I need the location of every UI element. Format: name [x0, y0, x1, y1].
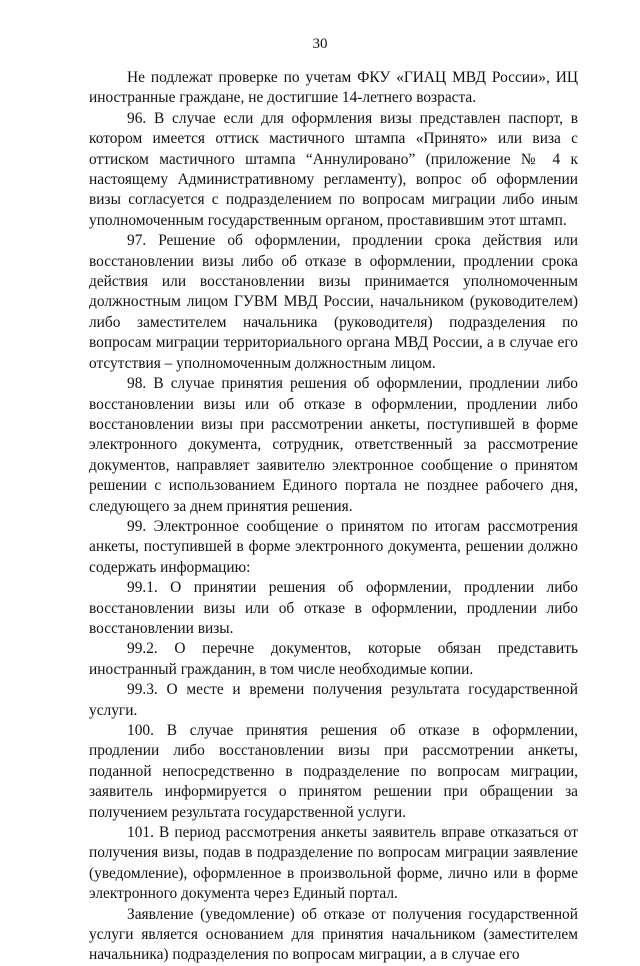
paragraph-96: 96. В случае если для оформления визы представлен паспорт, в котором имеется оттиск мастичного штампа «Принято» или виза с оттиском мастичного штампа “Аннулировано” (приложение № 4 к настоящему Административному регламенту), вопрос об оформлении визы согласуется с подразделением по вопросам миграции либо иным уполномоченным государственным органом, проставившим этот штамп. — [89, 109, 578, 229]
paragraph-97: 97. Решение об оформлении, продлении срока действия или восстановлении визы либо об отказе в оформлении, продлении срока действия или восстановлении визы принимается уполномоченным должностным лицом ГУВМ МВД России, начальником (руководителем) либо заместителем начальника (руководителя) подразделения по вопросам миграции территориального органа МВД России, а в случае его отсутствия – уполномоченным должностным лицом. — [89, 232, 578, 372]
page-number: 30 — [312, 36, 328, 52]
paragraph-99-3: 99.3. О месте и времени получения результата государственной услуги. — [89, 681, 578, 719]
document-body — [89, 68, 578, 966]
paragraph-99: 99. Электронное сообщение о принятом по итогам рассмотрения анкеты, поступившей в форме электронного документа, решении должно содержать информацию: — [89, 517, 578, 576]
paragraph-statement: Заявление (уведомление) об отказе от получения государственной услуги является основанием для принятия начальником (заместителем начальника) подразделения по вопросам миграции, а в случае его — [89, 905, 578, 964]
paragraph-98: 98. В случае принятия решения об оформлении, продлении либо восстановлении визы или об отказе в оформлении, продлении либо восстановлении визы при рассмотрении анкеты, поступившей в форме электронного документа, сотрудник, ответственный за рассмотрение документов, направляет заявителю электронное сообщение о принятом решении с использованием Единого портала не позднее рабочего дня, следующего за днем принятия решения. — [89, 375, 578, 515]
paragraph-99-2: 99.2. О перечне документов, которые обязан представить иностранный гражданин, в том числе необходимые копии. — [89, 640, 578, 678]
paragraph-100: 100. В случае принятия решения об отказе в оформлении, продлении либо восстановлении визы при рассмотрении анкеты, поданной непосредственно в подразделение по вопросам миграции, заявитель информируется о принятом решении при обращении за получением результата государственной услуги. — [89, 722, 578, 821]
paragraph-intro: Не подлежат проверке по учетам ФКУ «ГИАЦ МВД России», ИЦ иностранные граждане, не достигшие 14-летнего возраста. — [89, 69, 578, 107]
paragraph-101: 101. В период рассмотрения анкеты заявитель вправе отказаться от получения визы, подав в подразделение по вопросам миграции заявление (уведомление), оформленное в произвольной форме, лично или в форме электронного документа через Единый портал. — [89, 824, 578, 903]
paragraph-99-1: 99.1. О принятии решения об оформлении, продлении либо восстановлении визы или об отказе в оформлении, продлении либо восстановлении визы. — [89, 579, 578, 637]
